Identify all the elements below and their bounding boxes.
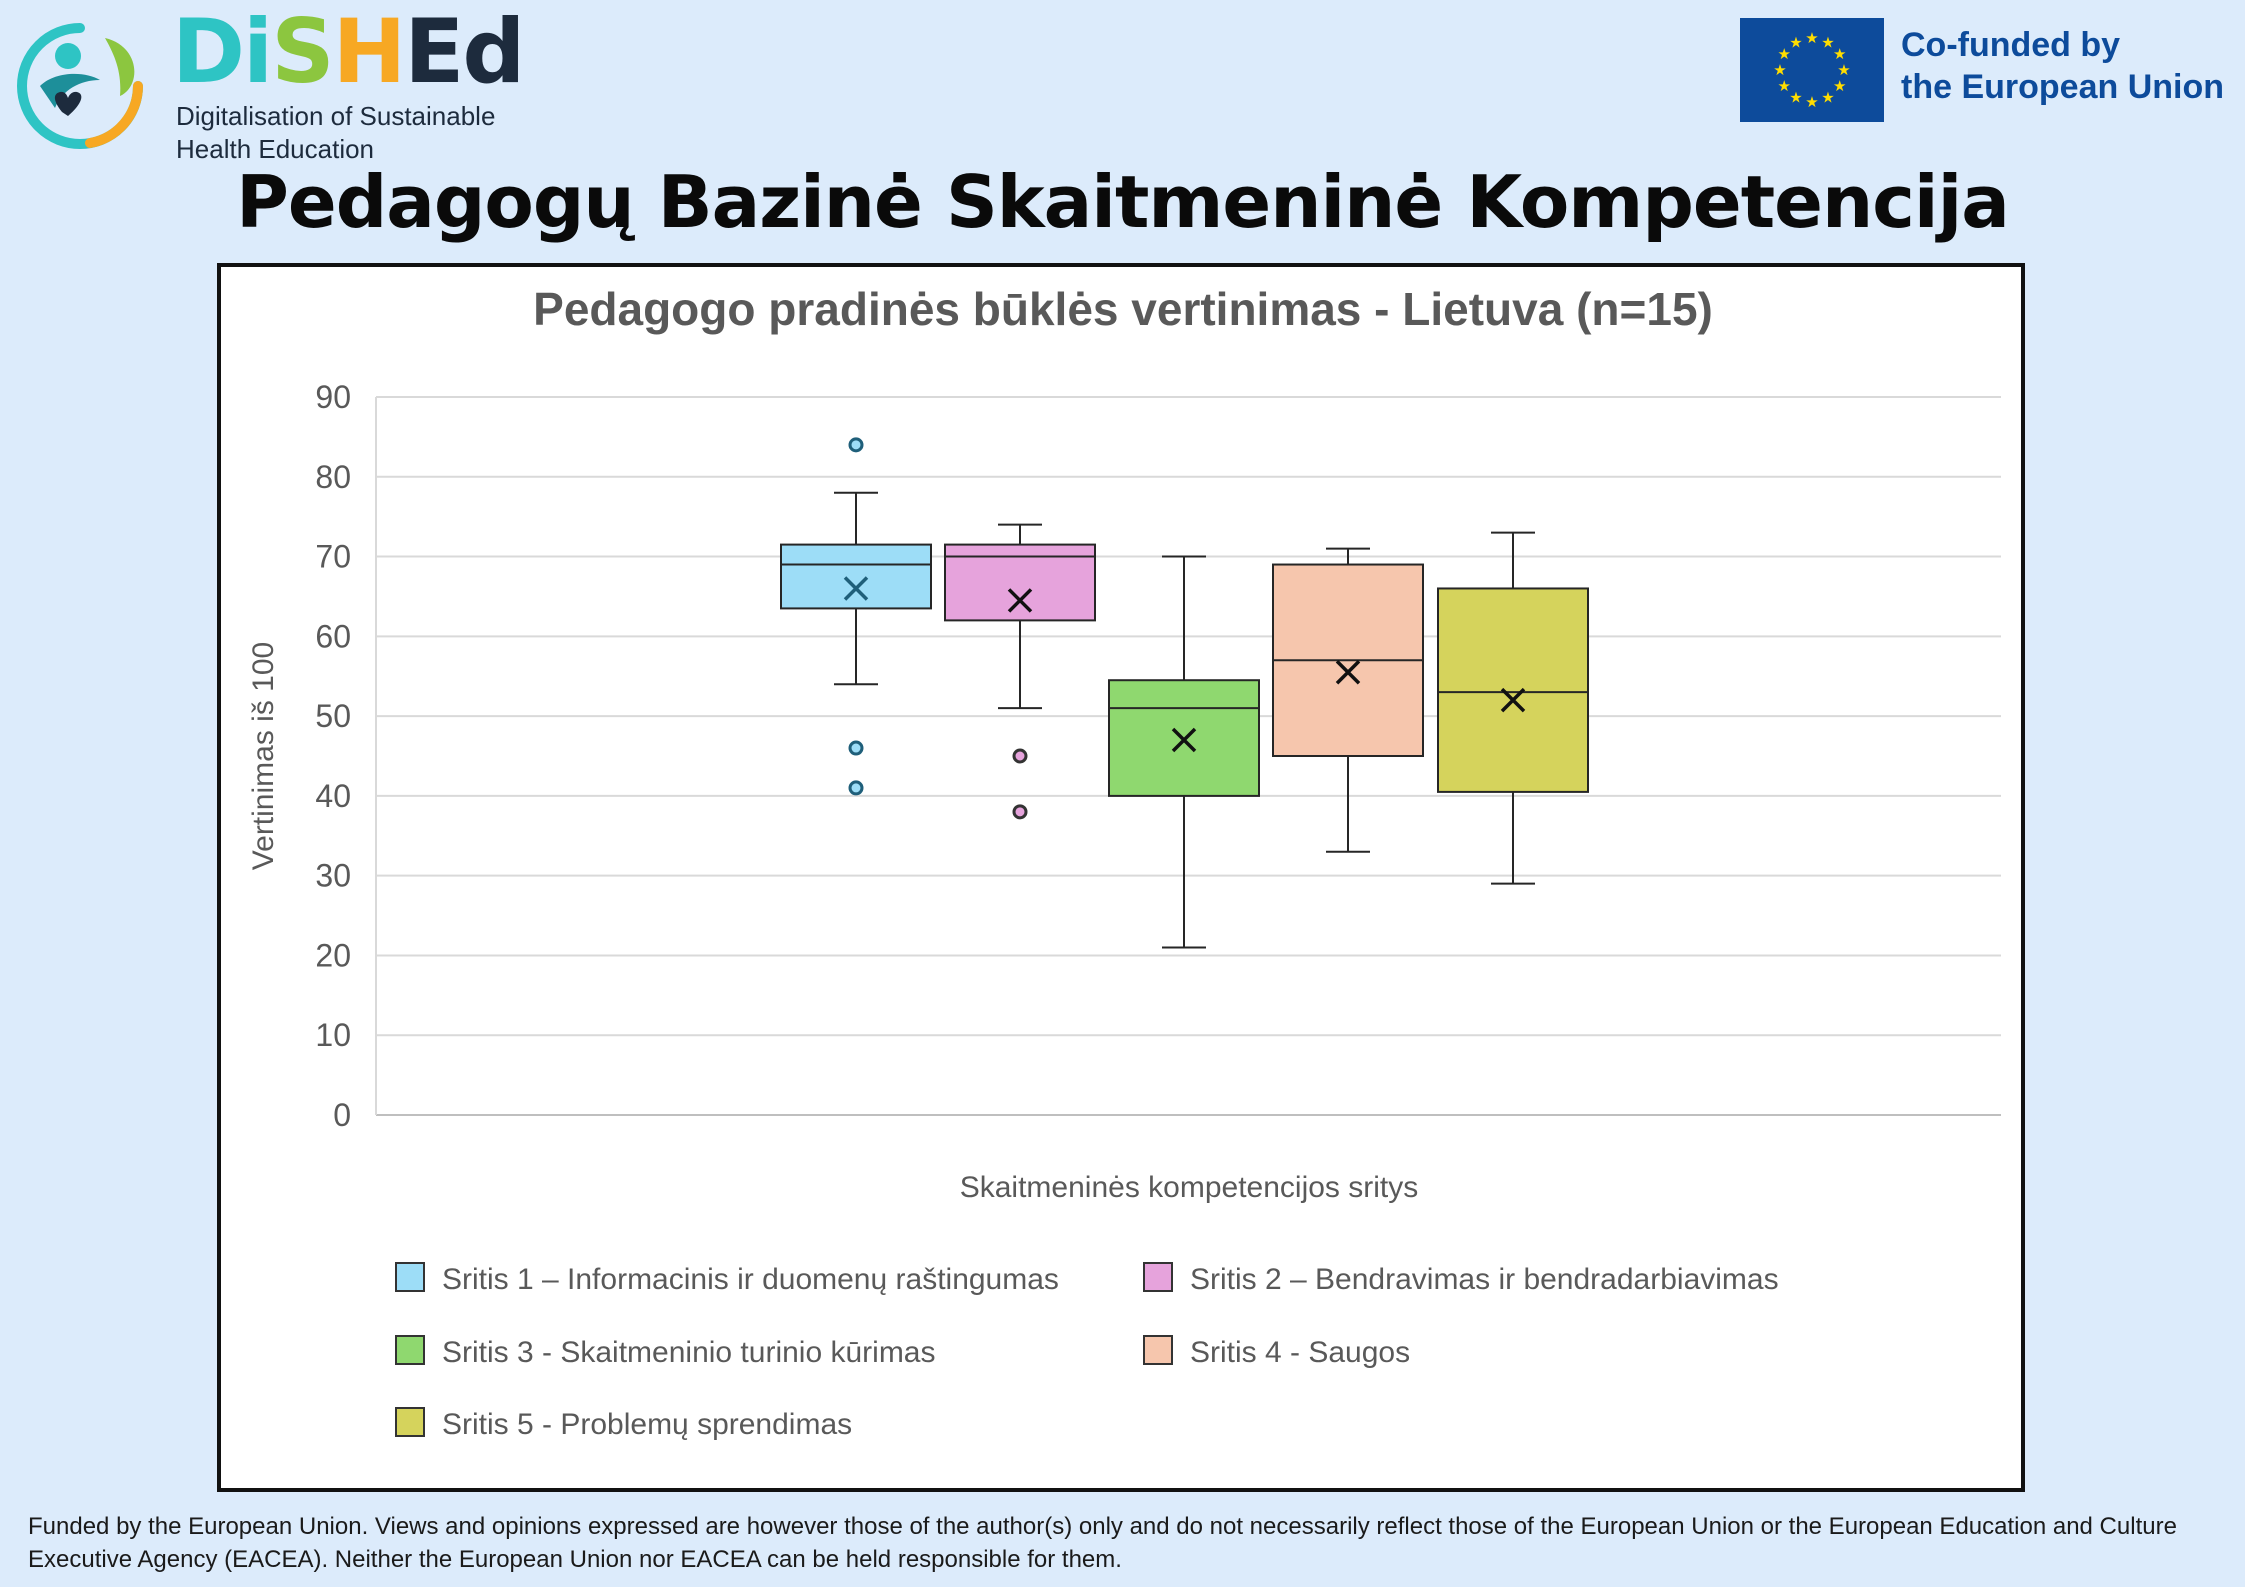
brand-subtitle-line-2: Health Education: [176, 134, 375, 164]
outlier-point: [1014, 806, 1026, 818]
legend-swatch: [396, 1408, 424, 1436]
brand-part-di: Di: [172, 0, 272, 103]
eu-funding-line-1: Co-funded by: [1901, 26, 2121, 64]
legend-swatch: [396, 1263, 424, 1291]
brand-subtitle-line-1: Digitalisation of Sustainable: [176, 101, 496, 131]
eu-star-icon: ★: [1805, 29, 1819, 47]
y-tick-label: 90: [315, 379, 351, 415]
y-tick-label: 50: [315, 698, 351, 735]
legend-label: Sritis 2 – Bendravimas ir bendradarbiavimas: [1190, 1263, 1779, 1296]
box-4: [1273, 549, 1423, 852]
outlier-point: [1014, 750, 1026, 762]
page-title: Pedagogų Bazinė Skaitmeninė Kompetencija: [236, 160, 2009, 244]
box-iqr: [1438, 588, 1588, 791]
legend-swatch: [1144, 1336, 1172, 1364]
boxplot-chart: [221, 267, 2021, 1488]
y-tick-label: 80: [315, 458, 351, 495]
brand-part-s: S: [271, 0, 333, 103]
box-iqr: [781, 545, 931, 609]
box-2: [945, 525, 1095, 818]
y-tick-label: 10: [315, 1017, 351, 1054]
chart-title: Pedagogo pradinės būklės vertinimas - Lietuva (n=15): [533, 283, 1713, 335]
y-tick-label: 30: [315, 857, 351, 894]
brand-part-h: H: [332, 0, 405, 103]
eu-star-icon: ★: [1777, 45, 1792, 63]
dished-logo: [10, 16, 150, 156]
y-tick-label: 40: [315, 777, 351, 814]
legend-swatch: [396, 1336, 424, 1364]
legend-item-5: [396, 1408, 852, 1441]
box-1: [781, 439, 931, 794]
eu-funding-line-2: the European Union: [1901, 68, 2224, 106]
outlier-point: [850, 439, 862, 451]
eu-star-icon: ★: [1832, 45, 1847, 63]
eu-funding-label: [1901, 24, 2224, 108]
box-5: [1438, 533, 1588, 884]
eu-flag-icon: [1740, 18, 1884, 122]
y-tick-label: 20: [315, 937, 351, 974]
eu-star-icon: ★: [1821, 88, 1835, 107]
eu-star-icon: ★: [1805, 93, 1819, 111]
eu-star-icon: ★: [1777, 77, 1792, 95]
legend-label: Sritis 4 - Saugos: [1190, 1336, 1411, 1369]
legend-swatch: [1144, 1263, 1172, 1291]
box-3: [1109, 557, 1259, 948]
funding-disclaimer: Funded by the European Union. Views and opinions expressed are however those of the author(s) only and do not necessarily reflect those of the European Union or the European Education and Culture Executive Agency (EACEA). Neither the European Union nor EACEA can be held responsible for them.: [28, 1513, 2177, 1573]
outlier-point: [850, 742, 862, 754]
y-tick-label: 60: [315, 618, 351, 655]
eu-star-icon: ★: [1821, 33, 1835, 52]
chart-frame: [217, 263, 2025, 1492]
legend-item-3: [396, 1336, 936, 1369]
brand-part-ed: Ed: [404, 0, 524, 103]
y-tick-label: 70: [315, 538, 351, 575]
brand-name: [172, 0, 524, 103]
brand-subtitle: [176, 100, 523, 166]
y-tick-label: 0: [333, 1097, 351, 1133]
eu-star-icon: ★: [1789, 33, 1803, 52]
legend-item-1: [396, 1263, 1059, 1296]
eu-star-icon: ★: [1773, 61, 1787, 79]
y-axis-label: Vertinimas iš 100: [247, 641, 280, 871]
eu-star-icon: ★: [1789, 88, 1803, 107]
outlier-point: [850, 782, 862, 794]
brand-block: [172, 0, 524, 166]
legend-label: Sritis 1 – Informacinis ir duomenų raštingumas: [442, 1263, 1059, 1296]
legend-item-4: [1144, 1336, 1410, 1369]
legend-label: Sritis 3 - Skaitmeninio turinio kūrimas: [442, 1336, 936, 1369]
eu-star-icon: ★: [1837, 61, 1851, 79]
legend-item-2: [1144, 1263, 1779, 1296]
x-axis-label: Skaitmeninės kompetencijos sritys: [959, 1171, 1419, 1204]
eu-star-icon: ★: [1832, 77, 1847, 95]
legend-label: Sritis 5 - Problemų sprendimas: [442, 1408, 853, 1441]
